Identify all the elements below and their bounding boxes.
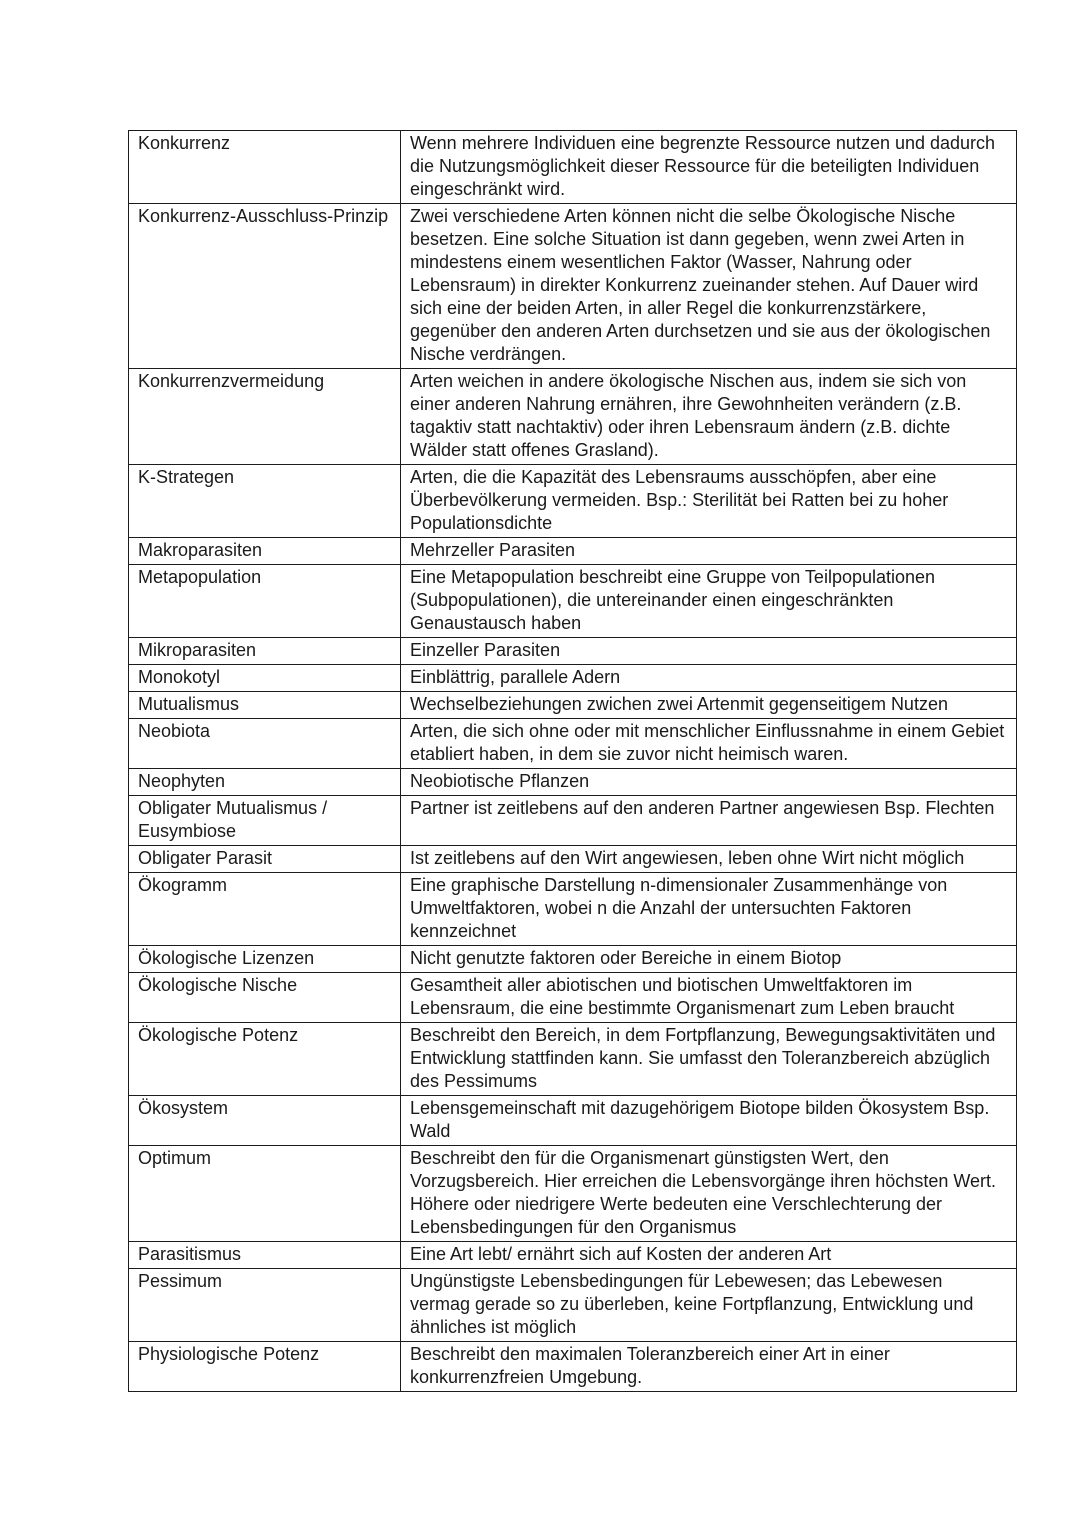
term-cell: Ökologische Potenz	[129, 1023, 401, 1096]
table-row	[129, 204, 1017, 369]
definition-cell: Beschreibt den für die Organismenart günstigsten Wert, den Vorzugsbereich. Hier erreichen die Lebensvorgänge ihren höchsten Wert. Höhere oder niedrigere Werte bedeuten eine Verschlechterung der Lebensbedingungen für den Organismus	[401, 1146, 1017, 1242]
term-cell: Neobiota	[129, 719, 401, 769]
table-row	[129, 1242, 1017, 1269]
term-cell: Neophyten	[129, 769, 401, 796]
term-cell: Mutualismus	[129, 692, 401, 719]
table-row	[129, 692, 1017, 719]
definition-cell: Eine Metapopulation beschreibt eine Gruppe von Teilpopulationen (Subpopulationen), die untereinander einen eingeschränkten Genaustausch haben	[401, 565, 1017, 638]
table-row	[129, 873, 1017, 946]
table-row	[129, 565, 1017, 638]
glossary-table	[128, 130, 1017, 1392]
term-cell: Pessimum	[129, 1269, 401, 1342]
table-row	[129, 946, 1017, 973]
definition-cell: Eine Art lebt/ ernährt sich auf Kosten der anderen Art	[401, 1242, 1017, 1269]
term-cell: Obligater Mutualismus / Eusymbiose	[129, 796, 401, 846]
table-row	[129, 638, 1017, 665]
definition-cell: Wenn mehrere Individuen eine begrenzte Ressource nutzen und dadurch die Nutzungsmöglichkeit dieser Ressource für die beteiligten Individuen eingeschränkt wird.	[401, 131, 1017, 204]
definition-cell: Gesamtheit aller abiotischen und biotischen Umweltfaktoren im Lebensraum, die eine bestimmte Organismenart zum Leben braucht	[401, 973, 1017, 1023]
definition-cell: Mehrzeller Parasiten	[401, 538, 1017, 565]
definition-cell: Beschreibt den Bereich, in dem Fortpflanzung, Bewegungsaktivitäten und Entwicklung stattfinden kann. Sie umfasst den Toleranzbereich abzüglich des Pessimums	[401, 1023, 1017, 1096]
term-cell: Ökologische Lizenzen	[129, 946, 401, 973]
table-row	[129, 796, 1017, 846]
term-cell: Optimum	[129, 1146, 401, 1242]
term-cell: Monokotyl	[129, 665, 401, 692]
table-row	[129, 538, 1017, 565]
term-cell: Obligater Parasit	[129, 846, 401, 873]
definition-cell: Nicht genutzte faktoren oder Bereiche in einem Biotop	[401, 946, 1017, 973]
term-cell: K-Strategen	[129, 465, 401, 538]
term-cell: Konkurrenzvermeidung	[129, 369, 401, 465]
table-row	[129, 465, 1017, 538]
table-row	[129, 369, 1017, 465]
definition-cell: Einzeller Parasiten	[401, 638, 1017, 665]
term-cell: Metapopulation	[129, 565, 401, 638]
term-cell: Ökogramm	[129, 873, 401, 946]
definition-cell: Einblättrig, parallele Adern	[401, 665, 1017, 692]
term-cell: Parasitismus	[129, 1242, 401, 1269]
definition-cell: Arten, die sich ohne oder mit menschlicher Einflussnahme in einem Gebiet etabliert haben, in dem sie zuvor nicht heimisch waren.	[401, 719, 1017, 769]
definition-cell: Neobiotische Pflanzen	[401, 769, 1017, 796]
table-row	[129, 973, 1017, 1023]
table-row	[129, 1023, 1017, 1096]
glossary-table-body	[129, 131, 1017, 1392]
definition-cell: Ist zeitlebens auf den Wirt angewiesen, leben ohne Wirt nicht möglich	[401, 846, 1017, 873]
table-row	[129, 665, 1017, 692]
table-row	[129, 1096, 1017, 1146]
term-cell: Ökologische Nische	[129, 973, 401, 1023]
term-cell: Konkurrenz	[129, 131, 401, 204]
table-row	[129, 719, 1017, 769]
table-row	[129, 1342, 1017, 1392]
definition-cell: Partner ist zeitlebens auf den anderen Partner angewiesen Bsp. Flechten	[401, 796, 1017, 846]
definition-cell: Beschreibt den maximalen Toleranzbereich einer Art in einer konkurrenzfreien Umgebung.	[401, 1342, 1017, 1392]
term-cell: Mikroparasiten	[129, 638, 401, 665]
term-cell: Physiologische Potenz	[129, 1342, 401, 1392]
table-row	[129, 1146, 1017, 1242]
table-row	[129, 769, 1017, 796]
table-row	[129, 131, 1017, 204]
term-cell: Konkurrenz-Ausschluss-Prinzip	[129, 204, 401, 369]
definition-cell: Lebensgemeinschaft mit dazugehörigem Biotope bilden Ökosystem Bsp. Wald	[401, 1096, 1017, 1146]
term-cell: Makroparasiten	[129, 538, 401, 565]
definition-cell: Wechselbeziehungen zwichen zwei Artenmit gegenseitigem Nutzen	[401, 692, 1017, 719]
definition-cell: Zwei verschiedene Arten können nicht die selbe Ökologische Nische besetzen. Eine solche Situation ist dann gegeben, wenn zwei Arten in mindestens einem wesentlichen Faktor (Wasser, Nahrung oder Lebensraum) in direkter Konkurrenz zueinander stehen. Auf Dauer wird sich eine der beiden Arten, in aller Regel die konkurrenzstärkere, gegenüber den anderen Arten durchsetzen und sie aus der ökologischen Nische verdrängen.	[401, 204, 1017, 369]
definition-cell: Arten weichen in andere ökologische Nischen aus, indem sie sich von einer anderen Nahrung ernähren, ihre Gewohnheiten verändern (z.B. tagaktiv statt nachtaktiv) oder ihren Lebensraum ändern (z.B. dichte Wälder statt offenes Grasland).	[401, 369, 1017, 465]
definition-cell: Eine graphische Darstellung n-dimensionaler Zusammenhänge von Umweltfaktoren, wobei n die Anzahl der untersuchten Faktoren kennzeichnet	[401, 873, 1017, 946]
definition-cell: Arten, die die Kapazität des Lebensraums ausschöpfen, aber eine Überbevölkerung vermeiden. Bsp.: Sterilität bei Ratten bei zu hoher Populationsdichte	[401, 465, 1017, 538]
table-row	[129, 846, 1017, 873]
table-row	[129, 1269, 1017, 1342]
term-cell: Ökosystem	[129, 1096, 401, 1146]
definition-cell: Ungünstigste Lebensbedingungen für Lebewesen; das Lebewesen vermag gerade so zu überleben, keine Fortpflanzung, Entwicklung und ähnliches ist möglich	[401, 1269, 1017, 1342]
